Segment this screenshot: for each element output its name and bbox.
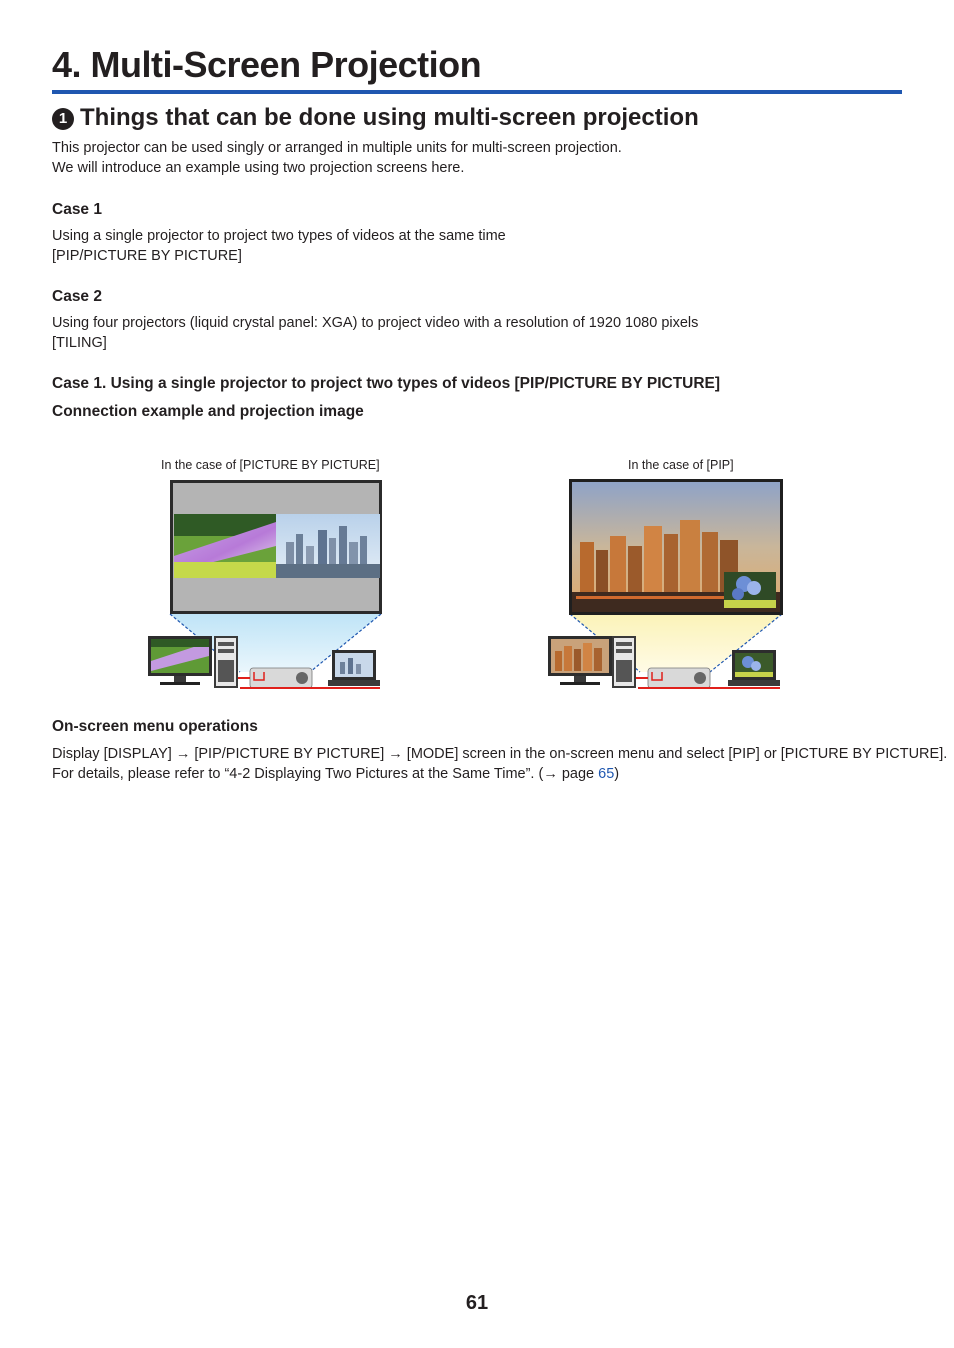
- menu-ops-heading: On-screen menu operations: [52, 718, 258, 735]
- pbp-caption: In the case of [PICTURE BY PICTURE]: [161, 458, 380, 472]
- monitor-left-icon: [548, 636, 612, 685]
- case2-line-1: Using four projectors (liquid crystal panel: XGA) to project video with a resolution of 1920 1080 pixels: [52, 315, 699, 331]
- page-title: 4. Multi-Screen Projection: [52, 44, 482, 85]
- intro-line-1: This projector can be used singly or arranged in multiple units for multi-screen projection.: [52, 140, 622, 156]
- pip-caption: In the case of [PIP]: [628, 458, 734, 472]
- menu-ops-line-2-suffix: ): [614, 766, 620, 782]
- pc-tower-icon: [612, 636, 636, 688]
- projector-icon: [250, 668, 312, 688]
- menu-ops-line-2: [52, 764, 619, 784]
- projector-icon: [648, 668, 710, 688]
- laptop-icon: [328, 650, 380, 686]
- case1-line-2: [PIP/PICTURE BY PICTURE]: [52, 248, 242, 264]
- menu-ops-line-2-prefix: For details, please refer to “4-2 Displaying Two Pictures at the Same Time”. (→ page: [52, 766, 599, 782]
- connection-example-heading: Connection example and projection image: [52, 403, 364, 420]
- case2-line-2: [TILING]: [52, 335, 107, 351]
- numbered-bullet-icon: 1: [52, 108, 74, 130]
- city-image: [276, 514, 380, 578]
- page-number: 61: [465, 1292, 489, 1314]
- laptop-icon: [728, 650, 780, 686]
- case1-detail-heading: Case 1. Using a single projector to project two types of videos [PIP/PICTURE BY PICTURE]: [52, 375, 721, 392]
- pc-tower-icon: [214, 636, 238, 688]
- section-title: Things that can be done using multi-screen projection: [80, 104, 699, 131]
- case1-heading: Case 1: [52, 201, 102, 218]
- menu-ops-line-1: Display [DISPLAY] → [PIP/PICTURE BY PICTURE] → [MODE] screen in the on-screen menu and select [PIP] or [PICTURE BY PICTURE].: [52, 746, 948, 762]
- title-rule: [52, 90, 902, 94]
- case2-heading: Case 2: [52, 288, 102, 305]
- pip-inset-flower-image: [724, 572, 776, 608]
- page-65-link[interactable]: 65: [598, 766, 615, 782]
- pbp-diagram: [140, 476, 400, 696]
- section-heading: [52, 104, 699, 132]
- monitor-left-icon: [148, 636, 212, 685]
- case1-line-1: Using a single projector to project two types of videos at the same time: [52, 228, 506, 244]
- intro-line-2: We will introduce an example using two projection screens here.: [52, 160, 465, 176]
- flower-field-image: [174, 514, 276, 578]
- pip-diagram: [540, 476, 800, 696]
